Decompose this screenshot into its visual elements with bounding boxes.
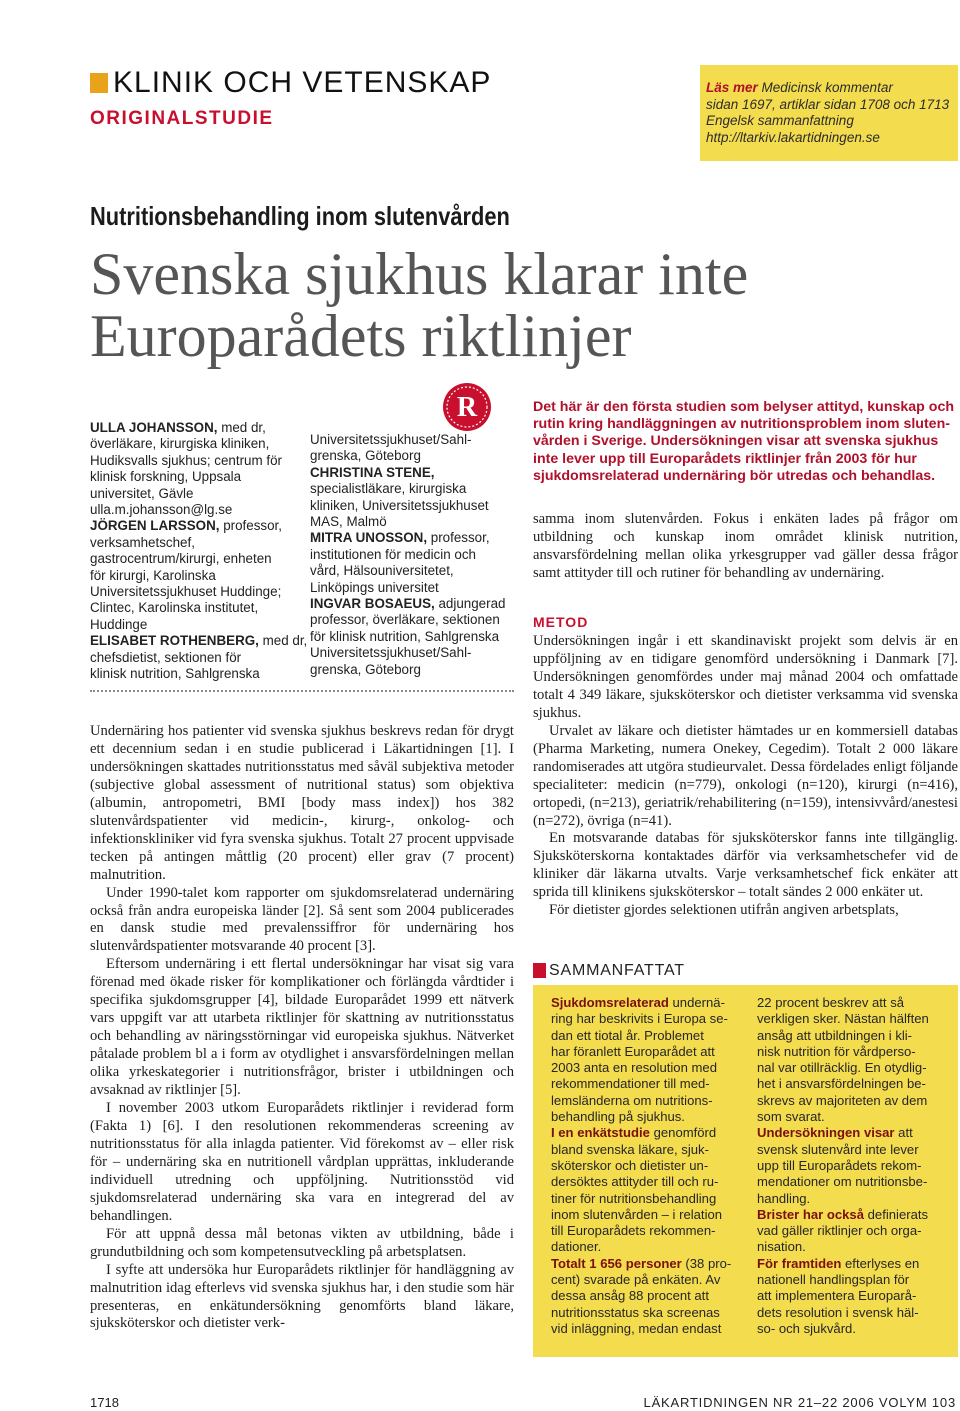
author-line [90,420,307,436]
author-role: med dr, [258,633,308,649]
summary-text: dan ett tiotal år. Problemet [551,1027,704,1043]
summary-text: dersöktes attityder till och ru- [551,1174,719,1190]
summary-text: efterlyses en [841,1255,920,1271]
summary-column-1 [551,995,731,1337]
author-line: universitet, Gävle [90,485,194,501]
summary-lead: I en enkätstudie [551,1125,650,1141]
summary-text: mendationer om nutritionsbe- [757,1174,928,1190]
paragraph: I november 2003 utkom Europarådets riktlinjer i reviderad form (Fakta 1) [6]. I den resolutionen rekommenderas screening av nutritionsstatus för alla inlagda patienter. Vid förekomst av – eller risk för – undernäring ska en nutritionell vårdplan upprättas, inkluderande individuell utredning och uppföljning. Nutritionsstöd vid sjukdomsrelaterad undernäring ska vara en integrerad del av behandlingen. [90,1100,514,1224]
section-title: KLINIK OCH VETENSKAP [113,66,492,99]
author-name: ULLA JOHANSSON, [90,420,218,435]
author-list-right [310,432,505,678]
summary-text: upp till Europarådets rekom- [757,1157,922,1173]
summary-line [757,1125,929,1141]
headline-line: Svenska sjukhus klarar inte [90,241,749,307]
author-line [310,596,505,612]
read-more-line: Engelsk sammanfattning [706,113,854,128]
summary-line [551,1272,731,1288]
paragraph: Under 1990-talet kom rapporter om sjukdomsrelaterad undernäring också från andra europeiska länder [2]. Så sent som 2004 publicerades en dansk studie med prevalenssiffror för undernäring hos slutenvårdspatienter motsvarande 40 procent [3]. [90,884,514,955]
summary-line [757,1207,929,1223]
summary-line [551,1288,731,1304]
author-line: kliniken, Universitetssjukhuset [310,497,489,513]
summary-text: behandling på sjukhus. [551,1109,685,1125]
summary-text: rekommendationer till med- [551,1076,710,1092]
summary-line [757,1158,929,1174]
summary-text: vad gäller riktlinjer och orga- [757,1223,922,1239]
paragraph: För dietister gjordes selektionen utifrån angiven arbetsplats, [549,902,899,919]
paragraph: Urvalet av läkare och dietister hämtades ur en kommersiell databas (Pharma Marketing, numera Onekey, Cegedim). Totalt 2 000 läkare randomiserades att utgöra studieurvalet. Dessa fördelades enligt följande specialiteter: medicin (n=779), onkologi (n=120), kirurgi (n=416), ortopedi, (n=213), geriatrik/rehabilitering (n=159), intensivvård/anestesi (n=272), övriga (n=41). [533,722,958,829]
read-more-line: Medicinsk kommentar [757,80,893,95]
summary-text: (38 pro- [681,1255,732,1271]
author-line: för klinisk nutrition, Sahlgrenska [310,628,500,644]
summary-column-2 [757,995,929,1337]
summary-line [551,1076,731,1092]
author-line: grenska, Göteborg [310,448,421,464]
body-column-right [533,633,958,920]
intro-line: sjukdomsrelaterad undernäring bör utredas och behandlas. [533,467,936,484]
summary-line [757,1256,929,1272]
summary-text: 22 procent beskrev att så [757,995,905,1010]
summary-line [551,1060,731,1076]
author-list-left [90,420,307,683]
author-line [310,465,505,481]
summary-line [551,1223,731,1239]
refereed-logo-icon [441,381,493,433]
intro-line: inte lever upp till Europarådets riktlinjer från 2003 för hur [533,450,917,467]
journal-footer: LÄKARTIDNINGEN NR 21–22 2006 VOLYM 103 [643,1395,956,1410]
summary-lead: Undersökningen visar [757,1125,895,1141]
summary-line [551,1109,731,1125]
summary-line [757,1109,929,1125]
summary-line [757,1060,929,1076]
summary-text: dessa ansåg 88 procent att [551,1288,709,1304]
author-role: professor, [427,530,490,546]
intro-line: vården i Sverige. Undersökningen visar att svenska sjukhus [533,433,939,450]
summary-line [551,1028,731,1044]
summary-text: nationell handlingsplan för [757,1272,910,1288]
summary-text: svensk slutenvård inte lever [757,1141,919,1157]
summary-line [551,1191,731,1207]
summary-line [551,1011,731,1027]
svg-text:R: R [456,392,478,423]
author-line: professor, överläkare, sektionen [310,612,500,628]
article-intro [533,399,958,485]
summary-text: verkligen sker. Nästan hälften [757,1011,929,1027]
section-subtitle: ORIGINALSTUDIE [90,108,274,129]
author-role: professor, [219,518,282,534]
author-name: MITRA UNOSSON, [310,530,428,546]
article-kicker: Nutritionsbehandling inom slutenvården [90,201,510,231]
summary-text: som svarat. [757,1109,825,1125]
summary-line [757,1142,929,1158]
summary-title: SAMMANFATTAT [549,962,685,979]
summary-line [757,1028,929,1044]
summary-line [757,1093,929,1109]
summary-text: genomförd [649,1125,717,1141]
summary-line [757,1076,929,1092]
summary-line [757,1191,929,1207]
summary-line [757,1174,929,1190]
summary-text: definierats [864,1206,929,1222]
summary-line [551,1125,731,1141]
author-line [310,530,505,546]
summary-line [551,1093,731,1109]
summary-line [551,1207,731,1223]
summary-lead: För framtiden [757,1255,842,1271]
author-line: klinisk nutrition, Sahlgrenska [90,666,260,682]
summary-line [551,1305,731,1321]
page-number: 1718 [90,1395,119,1410]
paragraph: samma inom slutenvården. Fokus i enkäten lades på frågor om utbildning och kunskap inom området klinisk nutrition, ansvarsfördelning mellan olika yrkesgrupper vad gäller dessa frågor samt attityder till och rutiner för behandling av undernäring. [533,511,958,581]
summary-text: ansåg att utbildningen i kli- [757,1027,913,1043]
summary-text: nutritionsstatus ska screenas [551,1304,720,1320]
author-line: Universitetssjukhuset Huddinge; [90,584,282,600]
summary-text: att implementera Europarå- [757,1288,917,1304]
summary-line [757,1239,929,1255]
read-more-label: Läs mer [706,80,758,95]
author-line: Huddinge [90,616,148,632]
summary-text: handling. [757,1190,811,1206]
summary-line [551,995,731,1011]
author-line: klinisk forskning, Uppsala [90,469,242,485]
summary-line [757,995,929,1011]
author-line: överläkare, kirurgiska kliniken, [90,436,270,452]
summary-text: bland svenska läkare, sjuk- [551,1141,709,1157]
summary-line [551,1256,731,1272]
author-line [90,633,307,649]
summary-text: het i ansvarsfördelningen be- [757,1076,926,1092]
author-line: MAS, Malmö [310,514,387,530]
author-name: INGVAR BOSAEUS, [310,596,435,612]
author-role: med dr, [217,420,266,435]
author-line: vård, Hälsouniversitetet, [310,563,454,579]
summary-line [551,1142,731,1158]
paragraph: Eftersom undernäring i ett flertal undersökningar har visat sig vara förenad med ökade risker för komplikationer och förlängda vårdtider i specifika sjukdomsgrupper [4], bildade Europarådet 1999 ett nätverk vars uppgift var att utarbeta riktlinjer för skattning av nutritionsstatus och behandling av näringsstörningar vid europeiska sjukhus. Nätverket påtalade problem bl a i form av otydlighet i ansvarsfördelningen mellan olika yrkeskategorier i nutritionsfrågor, brister i utbildningen och avsaknad av riktlinjer [5]. [90,956,514,1099]
summary-text: att [894,1125,913,1141]
summary-lead: Totalt 1 656 personer [551,1255,682,1271]
read-more-text [706,80,956,146]
summary-text: inom slutenvården – i relation [551,1206,723,1222]
summary-line [551,1174,731,1190]
author-line: grenska, Göteborg [310,661,421,677]
summary-text: tiner för nutritionsbehandling [551,1190,717,1206]
author-line: Clintec, Karolinska institutet, [90,600,259,616]
author-line: ulla.m.johansson@lg.se [90,502,233,518]
summary-text: skrevs av majoriteten av dem [757,1092,928,1108]
body-column-right-top [533,511,958,583]
summary-line [757,1305,929,1321]
summary-text: cent) svarade på enkäten. Av [551,1272,721,1288]
author-line: gastrocentrum/kirurgi, enheten [90,551,272,567]
author-line [90,518,307,534]
summary-line [757,1321,929,1337]
divider [90,690,514,692]
headline-line: Europarådets riktlinjer [90,303,632,369]
author-line: Universitetssjukhuset/Sahl- [310,645,472,661]
summary-text: till Europarådets rekommen- [551,1223,716,1239]
summary-line [551,1044,731,1060]
section-marker [90,73,108,93]
summary-text: undernä- [668,995,725,1010]
read-more-line: sidan 1697, artiklar sidan 1708 och 1713 [706,96,950,112]
summary-text: vid inläggning, medan endast [551,1320,722,1336]
summary-text: nisation. [757,1239,806,1255]
summary-text: dets resolution i svensk häl- [757,1304,919,1320]
paragraph: Undernäring hos patienter vid svenska sjukhus beskrevs redan för drygt ett decennium sedan i en studie publicerad i Läkartidningen [1]. I undersökningen skattades nutritionsstatus med såväl subjektiva metoder (subjective global assessment of nutritional status) som objektiva (albumin, antropometri, BMI [body mass index]) hos 382 slutenvårdspatienter vid medicin-, kirurg-, onkolog- och infektionskliniker vid fyra svenska sjukhus. Totalt 27 procent uppvisade tecken på antingen måttlig (20 procent) eller grav (7 procent) malnutrition. [90,723,514,883]
paragraph: En motsvarande databas för sjuksköterskor fanns inte tillgänglig. Sjuksköterskorna kontaktades därför via verksamhetschefer vid de kliniker där läkarna utvalts. Varje verksamhetschef fick enkäter att sprida till klinikens sjuksköterskor – totalt sändes 2 000 enkäter ut. [533,830,958,901]
summary-line [757,1011,929,1027]
summary-line [757,1288,929,1304]
summary-text: sköterskor och dietister un- [551,1157,709,1173]
author-name: CHRISTINA STENE, [310,464,435,480]
author-line: specialistläkare, kirurgiska [310,481,467,497]
summary-text: lemsländerna om nutritions- [551,1092,713,1108]
author-role: adjungerad [434,596,506,612]
summary-lead: Sjukdomsrelaterad [551,995,669,1010]
summary-lead: Brister har också [757,1206,864,1222]
summary-line [757,1044,929,1060]
summary-line [757,1223,929,1239]
summary-line [551,1321,731,1337]
author-line: för kirurgi, Karolinska [90,567,216,583]
paragraph: För att uppnå dessa mål betonas vikten av utbildning, både i grundutbildning och som kompetensutveckling på arbetsplatsen. [90,1225,514,1260]
summary-text: dationer. [551,1239,602,1255]
paragraph: Undersökningen ingår i ett skandinaviskt projekt som delvis är en uppföljning av en tidigare genomförd undersökning i Danmark [7]. Undersökningen genomfördes under maj månad 2004 och omfattade totalt 4 349 läkare, sjuksköterskor och dietister verksamma vid svenska sjukhus. [533,633,958,721]
summary-line [551,1239,731,1255]
author-line: Universitetssjukhuset/Sahl- [310,432,472,447]
paragraph: I syfte att undersöka hur Europarådets riktlinjer för handläggning av malnutrition idag efterlevs vid svenska sjukhus har, i den studie som här presenteras, en enkätundersökning genomförts bland läkare, sjuksköterskor och dietister verk- [90,1261,514,1332]
author-line: Hudiksvalls sjukhus; centrum för [90,452,283,468]
summary-text: nal var otillräcklig. En otydlig- [757,1060,927,1076]
intro-line: Det här är den första studien som belyser attityd, kunskap och [533,399,955,415]
article-headline [90,243,748,367]
summary-line [551,1158,731,1174]
summary-text: ring har beskrivits i Europa se- [551,1011,728,1027]
author-line: verksamhetschef, [90,534,195,550]
author-line: chefsdietist, sektionen för [90,649,242,665]
summary-marker [533,963,546,978]
summary-text: har föranlett Europarådet att [551,1043,715,1059]
summary-text: 2003 anta en resolution med [551,1060,717,1076]
summary-text: so- och sjukvård. [757,1320,856,1336]
author-line: institutionen för medicin och [310,546,476,562]
summary-text: nisk nutrition för vårdperso- [757,1043,916,1059]
section-heading-metod: METOD [533,614,589,630]
summary-line [757,1272,929,1288]
author-name: JÖRGEN LARSSON, [90,518,220,534]
author-name: ELISABET ROTHENBERG, [90,633,259,649]
read-more-link[interactable]: http://ltarkiv.lakartidningen.se [706,129,880,145]
author-line: Linköpings universitet [310,579,439,595]
body-column-left [90,723,514,1333]
intro-line: rutin kring handläggningen av nutritionsproblem inom sluten- [533,416,950,433]
